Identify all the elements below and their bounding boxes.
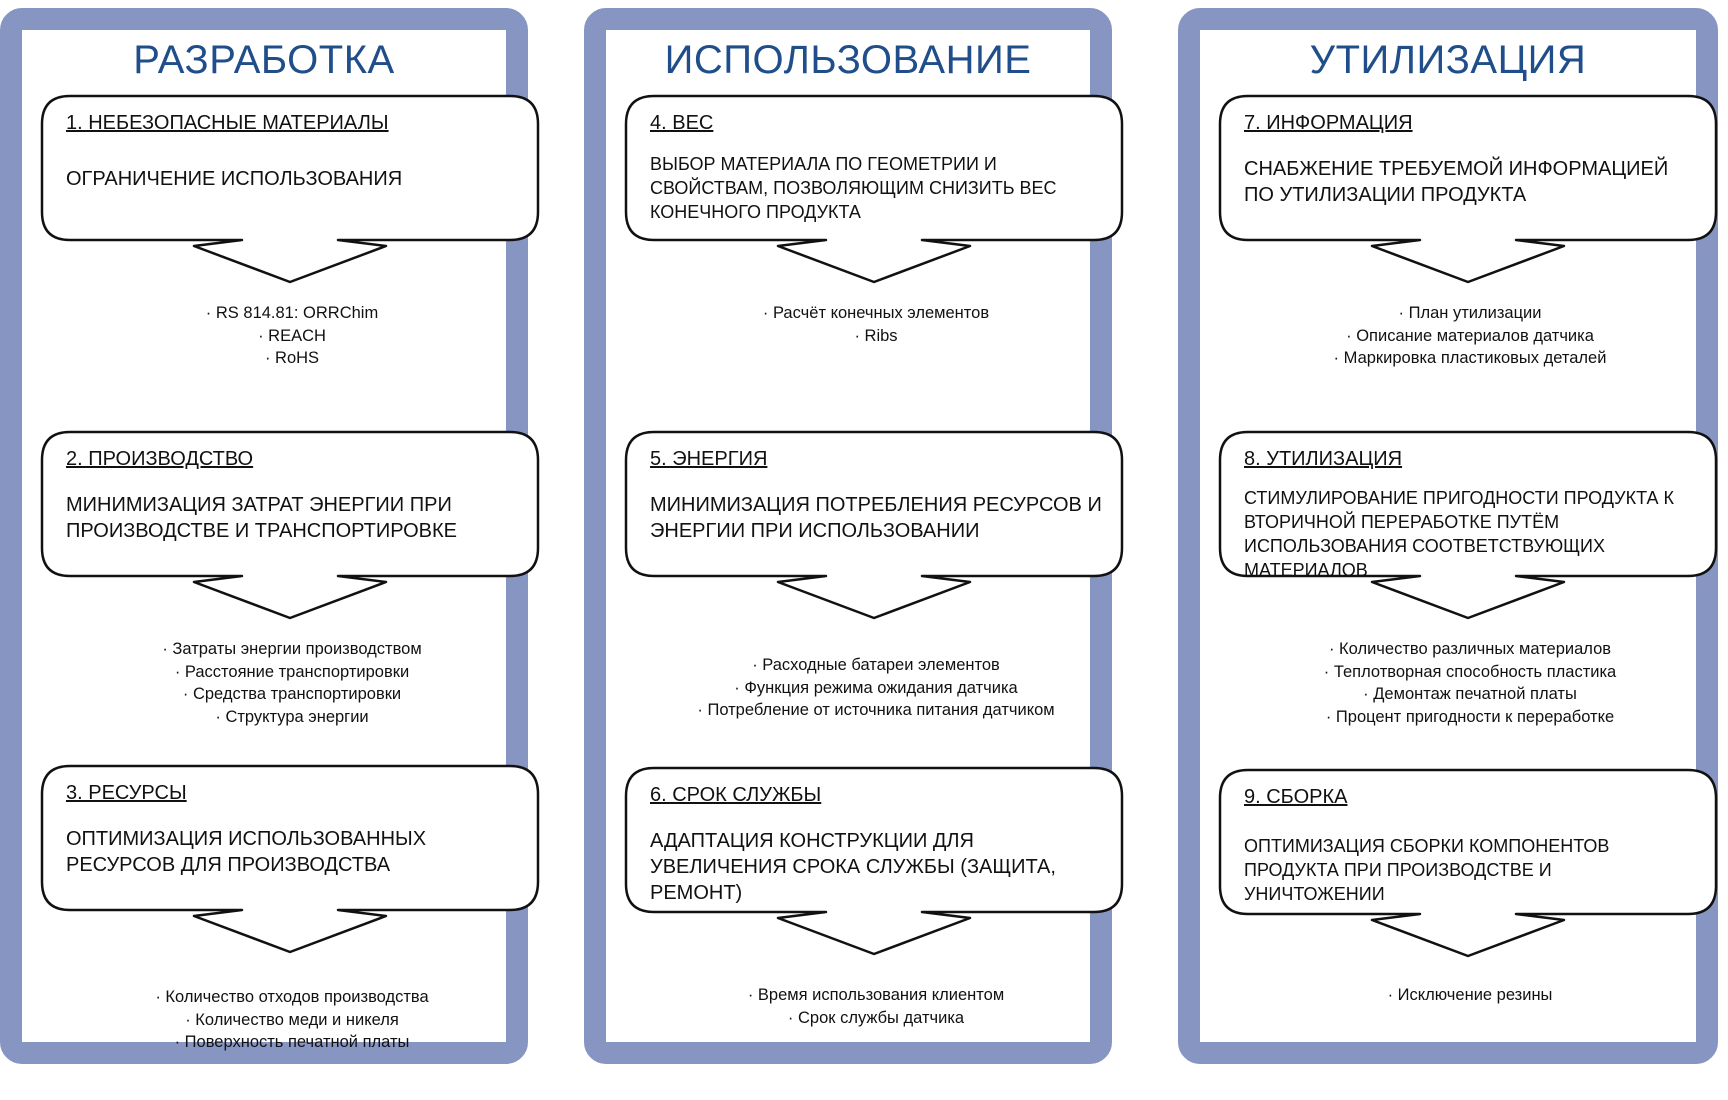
bullet-list [42, 638, 542, 728]
bullet-item: · RS 814.81: ORRChim [42, 302, 542, 325]
step-card-6 [626, 768, 1126, 1098]
bullet-item: · Процент пригодности к переработке [1220, 706, 1720, 729]
bullet-list [626, 302, 1126, 347]
column-development [0, 8, 528, 1064]
bullet-item: · Маркировка пластиковых деталей [1220, 347, 1720, 370]
bullet-item: · Структура энергии [42, 706, 542, 729]
step-heading: 3. РЕСУРСЫ [66, 782, 187, 804]
bullet-item: · Теплотворная способность пластика [1220, 661, 1720, 684]
bullet-item: · Потребление от источника питания датчиком [626, 699, 1126, 722]
step-card-2 [42, 432, 542, 762]
step-description: МИНИМИЗАЦИЯ ЗАТРАТ ЭНЕРГИИ ПРИ ПРОИЗВОДСТВЕ И ТРАНСПОРТИРОВКЕ [66, 494, 457, 542]
column-title: РАЗРАБОТКА [133, 38, 395, 82]
bullet-item: · Количество различных материалов [1220, 638, 1720, 661]
bullet-item: · План утилизации [1220, 302, 1720, 325]
step-heading: 1. НЕБЕЗОПАСНЫЕ МАТЕРИАЛЫ [66, 112, 389, 134]
step-description: МИНИМИЗАЦИЯ ПОТРЕБЛЕНИЯ РЕСУРСОВ И ЭНЕРГИИ ПРИ ИСПОЛЬЗОВАНИИ [650, 494, 1102, 542]
step-heading: 2. ПРОИЗВОДСТВО [66, 448, 254, 470]
step-card-8 [1220, 432, 1720, 762]
step-description: СНАБЖЕНИЕ ТРЕБУЕМОЙ ИНФОРМАЦИЕЙ ПО УТИЛИЗАЦИИ ПРОДУКТА [1244, 158, 1669, 206]
step-description: ОПТИМИЗАЦИЯ ИСПОЛЬЗОВАННЫХ РЕСУРСОВ ДЛЯ ПРОИЗВОДСТВА [66, 828, 427, 876]
step-card-4 [626, 96, 1126, 426]
step-card-9 [1220, 770, 1720, 1100]
bullet-list [1220, 638, 1720, 728]
bullet-item: · Описание материалов датчика [1220, 325, 1720, 348]
step-heading: 4. ВЕС [650, 112, 714, 134]
step-card-1 [42, 96, 542, 426]
bullet-item: · REACH [42, 325, 542, 348]
step-heading: 7. ИНФОРМАЦИЯ [1244, 112, 1413, 134]
bullet-item: · RoHS [42, 347, 542, 370]
bullet-item: · Время использования клиентом [626, 984, 1126, 1007]
bullet-item: · Затраты энергии производством [42, 638, 542, 661]
step-heading: 8. УТИЛИЗАЦИЯ [1244, 448, 1403, 470]
column-title: УТИЛИЗАЦИЯ [1309, 38, 1587, 82]
bullet-item: · Исключение резины [1220, 984, 1720, 1007]
step-description: ОПТИМИЗАЦИЯ СБОРКИ КОМПОНЕНТОВ ПРОДУКТА ПРИ ПРОИЗВОДСТВЕ И УНИЧТОЖЕНИИ [1244, 836, 1610, 904]
column-usage [584, 8, 1112, 1064]
bullet-item: · Количество отходов производства [42, 986, 542, 1009]
step-heading: 6. СРОК СЛУЖБЫ [650, 784, 822, 806]
bullet-item: · Средства транспортировки [42, 683, 542, 706]
bullet-item: · Расчёт конечных элементов [626, 302, 1126, 325]
step-description: СТИМУЛИРОВАНИЕ ПРИГОДНОСТИ ПРОДУКТА К ВТОРИЧНОЙ ПЕРЕРАБОТКЕ ПУТЁМ ИСПОЛЬЗОВАНИЯ СООТВЕТСТВУЮЩИХ МАТЕРИАЛОВ [1244, 488, 1674, 580]
bullet-list [1220, 984, 1720, 1007]
bullet-list [626, 984, 1126, 1029]
bullet-item: · Расстояние транспортировки [42, 661, 542, 684]
step-card-3 [42, 766, 542, 1096]
step-description: ВЫБОР МАТЕРИАЛА ПО ГЕОМЕТРИИ И СВОЙСТВАМ, ПОЗВОЛЯЮЩИМ СНИЗИТЬ ВЕС КОНЕЧНОГО ПРОДУКТА [650, 154, 1057, 222]
step-description: АДАПТАЦИЯ КОНСТРУКЦИИ ДЛЯ УВЕЛИЧЕНИЯ СРОКА СЛУЖБЫ (ЗАЩИТА, РЕМОНТ) [650, 830, 1056, 904]
bullet-list [42, 986, 542, 1054]
step-description: ОГРАНИЧЕНИЕ ИСПОЛЬЗОВАНИЯ [66, 168, 403, 190]
bullet-list [42, 302, 542, 370]
bullet-item: · Функция режима ожидания датчика [626, 677, 1126, 700]
column-disposal [1178, 8, 1718, 1064]
bullet-item: · Ribs [626, 325, 1126, 348]
step-heading: 5. ЭНЕРГИЯ [650, 448, 768, 470]
bullet-item: · Расходные батареи элементов [626, 654, 1126, 677]
bullet-item: · Количество меди и никеля [42, 1009, 542, 1032]
step-heading: 9. СБОРКА [1244, 786, 1348, 808]
bullet-item: · Срок службы датчика [626, 1007, 1126, 1030]
bullet-list [626, 654, 1126, 722]
step-card-5 [626, 432, 1126, 762]
column-title: ИСПОЛЬЗОВАНИЕ [664, 38, 1032, 82]
step-card-7 [1220, 96, 1720, 426]
bullet-item: · Поверхность печатной платы [42, 1031, 542, 1054]
bullet-item: · Демонтаж печатной платы [1220, 683, 1720, 706]
bullet-list [1220, 302, 1720, 370]
